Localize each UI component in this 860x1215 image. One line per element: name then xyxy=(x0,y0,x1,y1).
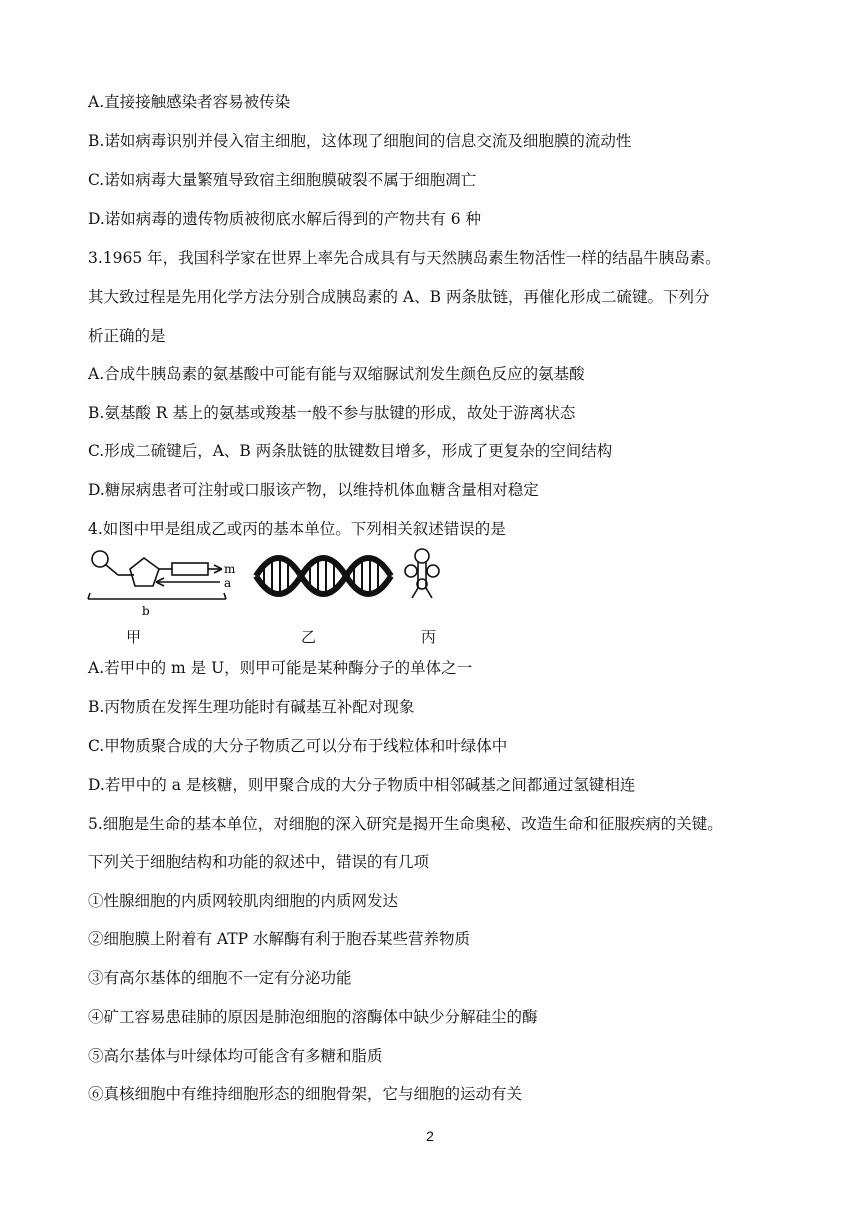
question-4-stem: 4.如图中甲是组成乙或丙的基本单位。下列相关叙述错误的是 xyxy=(88,520,506,538)
statement-4: ④矿工容易患硅肺的原因是肺泡细胞的溶酶体中缺少分解硅尘的酶 xyxy=(88,1008,538,1026)
option-4b: B.丙物质在发挥生理功能时有碱基互补配对现象 xyxy=(88,698,415,716)
statement-3: ③有高尔基体的细胞不一定有分泌功能 xyxy=(88,969,352,987)
trna-diagram xyxy=(405,549,439,598)
question-3-stem-line1: 3.1965 年，我国科学家在世界上率先合成具有与天然胰岛素生物活性一样的结晶牛胰岛素。 xyxy=(88,249,721,267)
option-3a: A.合成牛胰岛素的氨基酸中可能有能与双缩脲试剂发生颜色反应的氨基酸 xyxy=(88,365,585,383)
label-b: b xyxy=(142,604,150,618)
nucleotide-diagram xyxy=(88,551,226,599)
label-m: m xyxy=(224,562,236,576)
statement-1: ①性腺细胞的内质网较肌肉细胞的内质网发达 xyxy=(88,892,399,910)
question-5-stem-line2: 下列关于细胞结构和功能的叙述中，错误的有几项 xyxy=(88,853,430,871)
caption-bing: 丙 xyxy=(421,628,437,646)
option-2d: D.诺如病毒的遗传物质被彻底水解后得到的产物共有 6 种 xyxy=(88,210,482,228)
option-3b: B.氨基酸 R 基上的氨基或羧基一般不参与肽键的形成，故处于游离状态 xyxy=(88,404,576,422)
base-rectangle xyxy=(172,563,208,575)
option-3d: D.糖尿病患者可注射或口服该产物，以维持机体血糖含量相对稳定 xyxy=(88,481,539,499)
phosphate-circle xyxy=(92,551,108,567)
option-4d: D.若甲中的 a 是核糖，则甲聚合成的大分子物质中相邻碱基之间都通过氢键相连 xyxy=(88,776,636,794)
double-helix-diagram xyxy=(256,558,391,594)
option-2b: B.诺如病毒识别并侵入宿主细胞，这体现了细胞间的信息交流及细胞膜的流动性 xyxy=(88,132,632,150)
question-3-stem-line3: 析正确的是 xyxy=(88,327,166,345)
label-a: a xyxy=(224,576,232,590)
question-5-stem-line1: 5.细胞是生命的基本单位，对细胞的深入研究是揭开生命奥秘、改造生命和征服疾病的关键。 xyxy=(88,815,723,833)
statement-5: ⑤高尔基体与叶绿体均可能含有多糖和脂质 xyxy=(88,1047,383,1065)
option-2c: C.诺如病毒大量繁殖导致宿主细胞膜破裂不属于细胞凋亡 xyxy=(88,171,477,189)
nucleic-acid-figure xyxy=(86,548,486,648)
statement-2: ②细胞膜上附着有 ATP 水解酶有利于胞吞某些营养物质 xyxy=(88,930,470,948)
caption-jia: 甲 xyxy=(126,628,142,646)
option-2a: A.直接接触感染者容易被传染 xyxy=(88,93,291,111)
sugar-pentagon xyxy=(130,558,159,586)
option-3c: C.形成二硫键后，A、B 两条肽链的肽键数目增多，形成了更复杂的空间结构 xyxy=(88,442,613,460)
option-4c: C.甲物质聚合成的大分子物质乙可以分布于线粒体和叶绿体中 xyxy=(88,737,508,755)
caption-yi: 乙 xyxy=(301,628,317,646)
option-4a: A.若甲中的 m 是 U，则甲可能是某种酶分子的单体之一 xyxy=(88,659,473,677)
question-3-stem-line2: 其大致过程是先用化学方法分别合成胰岛素的 A、B 两条肽链，再催化形成二硫键。下列分 xyxy=(88,288,710,306)
page-number: 2 xyxy=(426,1128,434,1144)
statement-6: ⑥真核细胞中有维持细胞形态的细胞骨架，它与细胞的运动有关 xyxy=(88,1085,523,1103)
